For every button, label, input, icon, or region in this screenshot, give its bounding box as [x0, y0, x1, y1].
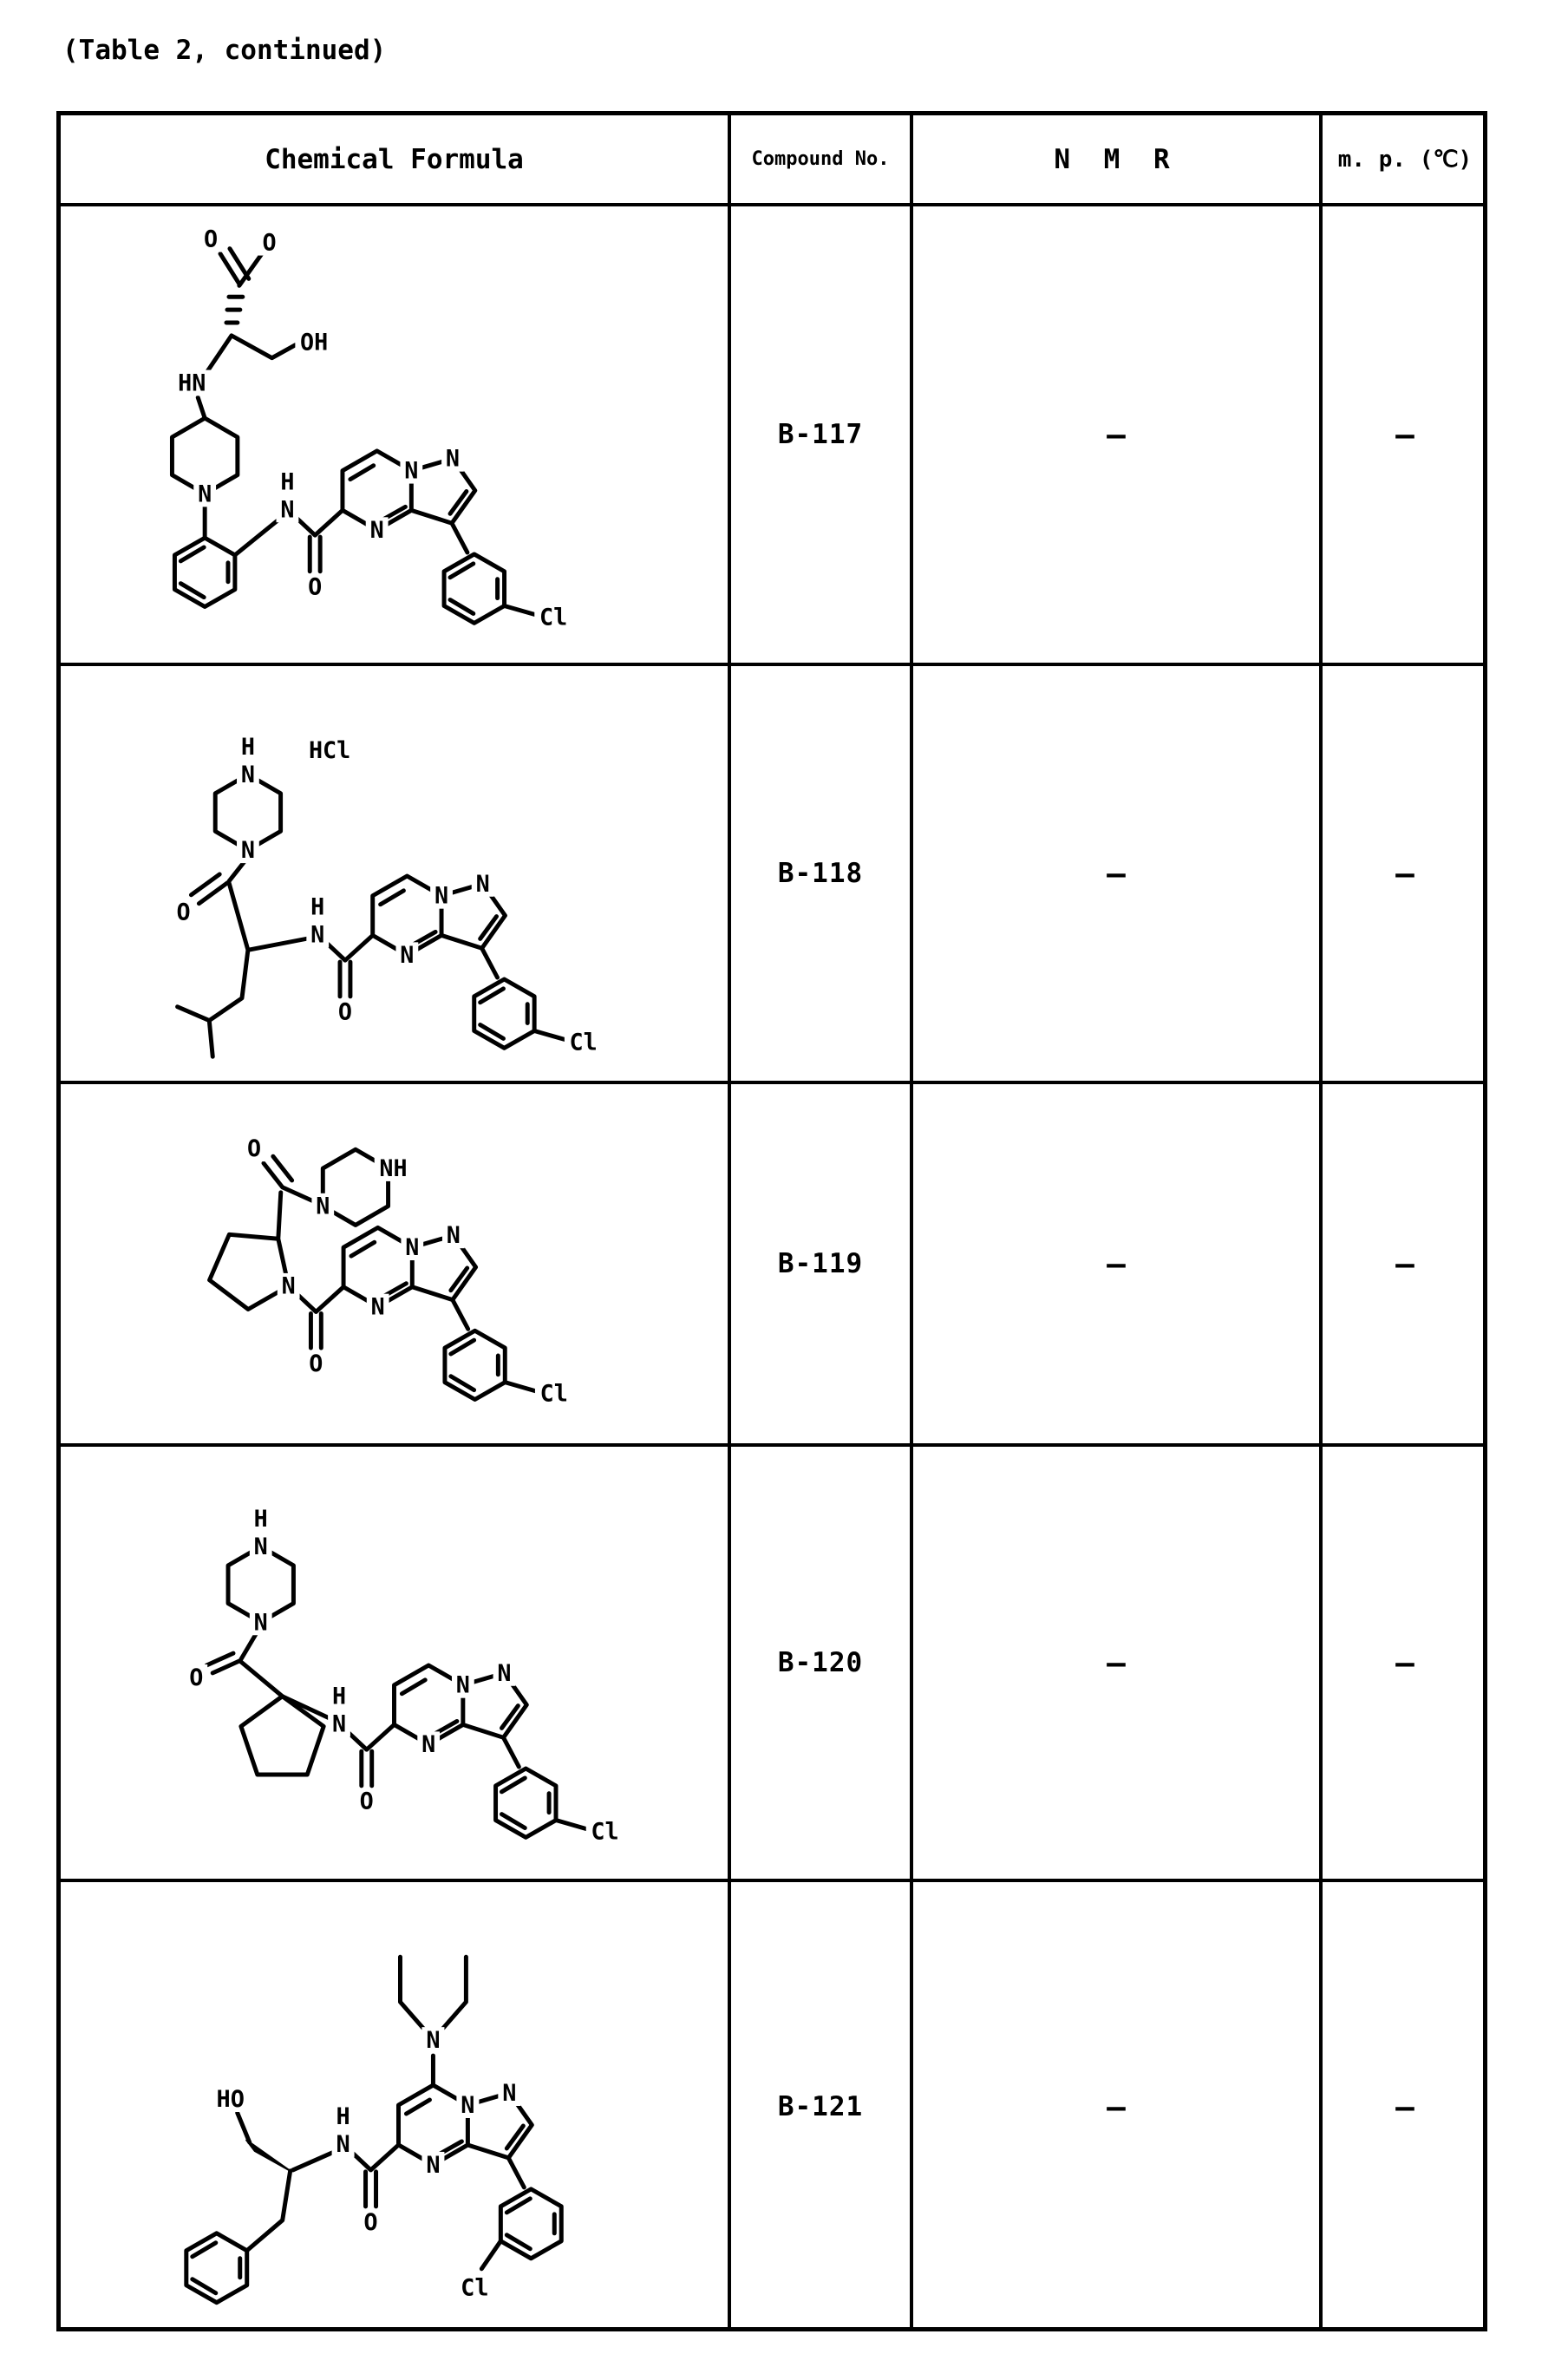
mp-cell [1323, 666, 1487, 1084]
compound-no: B-120 [777, 1647, 864, 1678]
svg-text:N: N [426, 2027, 441, 2055]
svg-text:NH: NH [379, 1154, 408, 1182]
bond-lines [178, 857, 565, 1056]
mp-value: – [1395, 855, 1414, 892]
svg-text:N: N [497, 1659, 512, 1687]
svg-text:N: N [405, 1234, 420, 1262]
svg-text:N: N [400, 942, 415, 970]
compound-table [56, 111, 1487, 2331]
compound-no-cell [731, 1084, 913, 1447]
header-compound-no-label: Compound No. [751, 148, 890, 170]
header-chemical-formula-label: Chemical Formula [265, 143, 524, 175]
svg-text:N: N [369, 517, 384, 545]
nmr-cell [913, 1084, 1323, 1447]
svg-text:N: N [426, 2151, 441, 2179]
svg-text:N: N [331, 1710, 347, 1738]
svg-text:Cl: Cl [569, 1029, 598, 1056]
compound-no-cell [731, 1882, 913, 2331]
atom-labels [173, 734, 603, 1056]
nmr-cell [913, 206, 1323, 666]
nmr-cell [913, 666, 1323, 1084]
svg-text:H: H [331, 1683, 347, 1710]
formula-cell-b121 [61, 1882, 731, 2331]
svg-text:N: N [253, 1609, 268, 1637]
svg-text:Cl: Cl [539, 604, 568, 631]
mp-cell [1323, 1882, 1487, 2331]
stereo-wedge [246, 2140, 291, 2171]
header-compound-no [731, 115, 913, 206]
mp-value: – [1395, 1644, 1414, 1681]
svg-text:H: H [336, 2102, 350, 2130]
nmr-cell [913, 1447, 1323, 1882]
structure-drawing-b117 [61, 206, 728, 663]
svg-text:O: O [247, 1135, 262, 1163]
svg-text:O: O [363, 2208, 378, 2236]
header-chemical-formula [61, 115, 731, 206]
nmr-cell [913, 1882, 1323, 2331]
mp-cell [1323, 1447, 1487, 1882]
svg-text:O: O [337, 998, 353, 1026]
mp-cell [1323, 1084, 1487, 1447]
header-mp-label: m. p. (℃) [1337, 146, 1473, 173]
svg-text:N: N [434, 882, 449, 910]
svg-text:N: N [455, 1671, 470, 1699]
svg-text:N: N [461, 2091, 475, 2119]
svg-text:Cl: Cl [461, 2274, 489, 2302]
compound-no: B-118 [777, 858, 864, 889]
nmr-value: – [1107, 416, 1126, 453]
svg-text:N: N [404, 457, 419, 485]
svg-text:N: N [280, 496, 295, 524]
compound-no-cell [731, 206, 913, 666]
svg-text:N: N [240, 837, 255, 865]
nmr-value: – [1107, 855, 1126, 892]
structure-drawing-b119 [61, 1084, 728, 1443]
structure-drawing-b118 [61, 666, 728, 1081]
compound-no: B-121 [777, 2091, 864, 2122]
svg-text:O: O [308, 573, 323, 601]
svg-text:HCl: HCl [308, 737, 351, 765]
table-caption: (Table 2, continued) [62, 35, 387, 66]
svg-text:N: N [316, 1193, 330, 1220]
svg-text:N: N [240, 761, 255, 788]
svg-text:N: N [310, 921, 325, 949]
mp-value: – [1395, 416, 1414, 453]
svg-text:N: N [445, 445, 461, 473]
bond-lines [210, 1156, 535, 1390]
compound-no-cell [731, 666, 913, 1084]
mp-cell [1323, 206, 1487, 666]
svg-text:O: O [262, 229, 277, 257]
svg-text:O: O [309, 1350, 323, 1377]
formula-cell-b117 [61, 206, 731, 666]
svg-text:N: N [446, 1222, 461, 1250]
svg-text:N: N [475, 870, 490, 898]
svg-text:HN: HN [178, 369, 206, 397]
structure-drawing-b120 [61, 1447, 728, 1879]
svg-text:O: O [176, 899, 191, 926]
svg-text:H: H [240, 734, 255, 762]
nmr-value: – [1107, 1246, 1126, 1282]
mp-value: – [1395, 2089, 1414, 2125]
atom-labels [243, 1135, 572, 1407]
formula-cell-b118 [61, 666, 731, 1084]
compound-no: B-117 [777, 419, 864, 450]
svg-text:N: N [198, 481, 212, 508]
svg-text:O: O [189, 1664, 204, 1691]
svg-text:O: O [359, 1788, 374, 1815]
svg-text:N: N [336, 2130, 350, 2158]
svg-text:O: O [204, 226, 219, 253]
svg-text:Cl: Cl [591, 1818, 619, 1846]
nmr-value: – [1107, 2089, 1126, 2125]
svg-text:N: N [370, 1293, 385, 1321]
header-nmr-label: N M R [1054, 143, 1179, 175]
svg-text:Cl: Cl [539, 1380, 568, 1408]
svg-text:N: N [502, 2080, 517, 2108]
compound-no: B-119 [777, 1248, 864, 1279]
svg-text:N: N [281, 1272, 296, 1300]
nmr-value: – [1107, 1644, 1126, 1681]
formula-cell-b120 [61, 1447, 731, 1882]
header-nmr [913, 115, 1323, 206]
svg-text:H: H [310, 893, 325, 921]
svg-text:HO: HO [216, 2086, 245, 2113]
header-mp [1323, 115, 1487, 206]
structure-drawing-b121 [61, 1882, 728, 2331]
svg-text:H: H [253, 1506, 268, 1533]
svg-text:OH: OH [300, 329, 329, 356]
svg-text:H: H [280, 468, 295, 496]
mp-value: – [1395, 1246, 1414, 1282]
svg-text:N: N [253, 1533, 268, 1561]
compound-no-cell [731, 1447, 913, 1882]
svg-text:N: N [421, 1731, 436, 1759]
formula-cell-b119 [61, 1084, 731, 1447]
